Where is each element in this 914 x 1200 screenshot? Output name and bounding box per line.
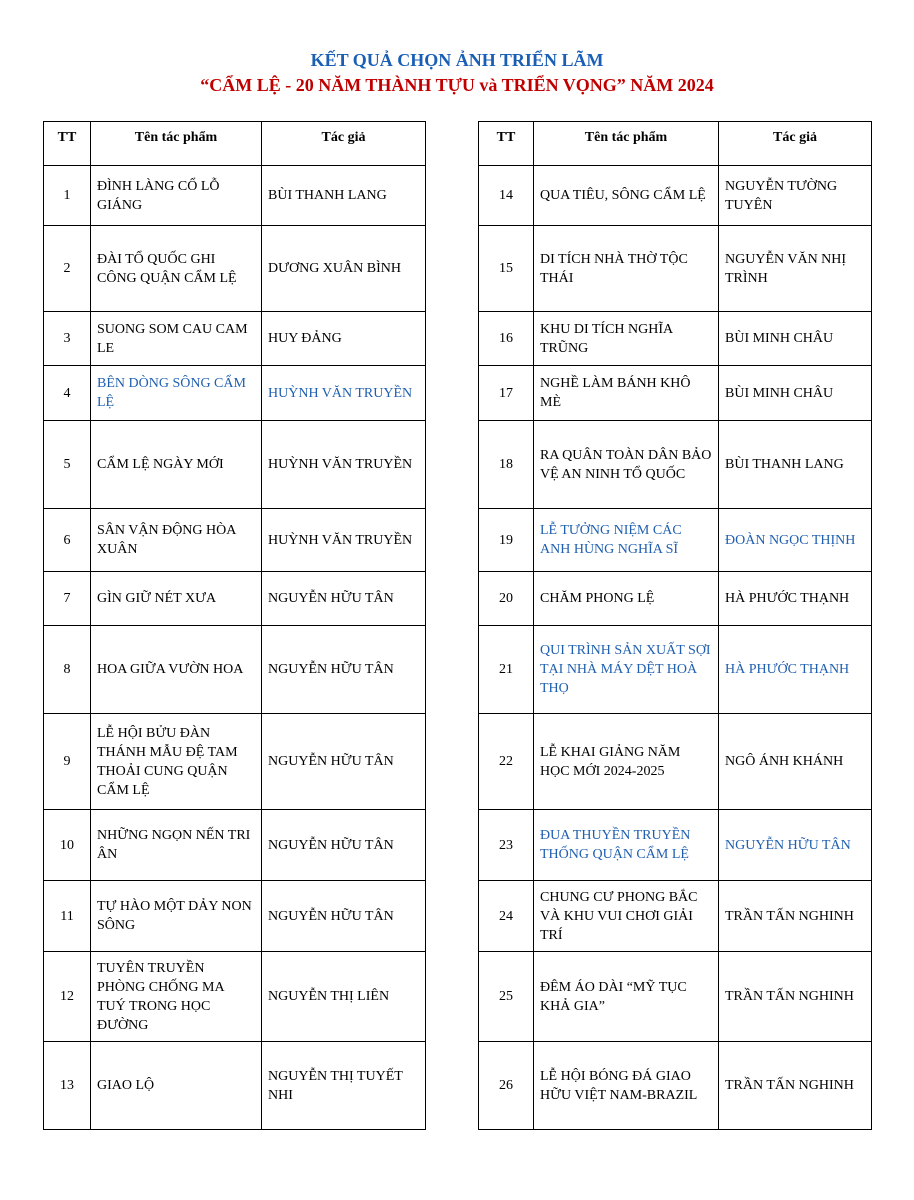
table-row xyxy=(44,1042,426,1130)
table-row xyxy=(44,714,426,810)
row-number: 25 xyxy=(479,952,534,1042)
row-number: 23 xyxy=(479,810,534,881)
table-row xyxy=(44,572,426,626)
author-name: HÀ PHƯỚC THẠNH xyxy=(719,626,872,714)
table-row xyxy=(44,366,426,421)
row-number: 22 xyxy=(479,714,534,810)
row-number: 7 xyxy=(44,572,91,626)
document-subtitle: “CẨM LỆ - 20 NĂM THÀNH TỰU và TRIỂN VỌNG” NĂM 2024 xyxy=(200,75,714,95)
row-number: 17 xyxy=(479,366,534,421)
author-name: NGUYỄN VĂN NHỊ TRÌNH xyxy=(719,226,872,312)
document-title: KẾT QUẢ CHỌN ẢNH TRIỂN LÃM xyxy=(310,50,604,70)
table-row xyxy=(479,810,872,881)
author-name: TRẦN TẤN NGHINH xyxy=(719,881,872,952)
artwork-title: NGHỀ LÀM BÁNH KHÔ MÈ xyxy=(534,366,719,421)
row-number: 6 xyxy=(44,509,91,572)
author-name: NGUYỄN TƯỜNG TUYÊN xyxy=(719,166,872,226)
table-row xyxy=(44,166,426,226)
table-row xyxy=(479,881,872,952)
row-number: 14 xyxy=(479,166,534,226)
author-name: TRẦN TẤN NGHINH xyxy=(719,952,872,1042)
author-name: HUỲNH VĂN TRUYỀN xyxy=(262,421,426,509)
artwork-title: GÌN GIỮ NÉT XƯA xyxy=(91,572,262,626)
artwork-title: GIAO LỘ xyxy=(91,1042,262,1130)
header-tt: TT xyxy=(479,122,534,166)
table-row xyxy=(44,881,426,952)
artwork-title: LỄ KHAI GIẢNG NĂM HỌC MỚI 2024-2025 xyxy=(534,714,719,810)
header-author: Tác giả xyxy=(719,122,872,166)
author-name: NGUYỄN HỮU TÂN xyxy=(719,810,872,881)
author-name: HUỲNH VĂN TRUYỀN xyxy=(262,366,426,421)
results-table-right xyxy=(478,121,872,1130)
author-name: HUY ĐẢNG xyxy=(262,312,426,366)
row-number: 4 xyxy=(44,366,91,421)
artwork-title: ĐUA THUYỀN TRUYỀN THỐNG QUẬN CẨM LỆ xyxy=(534,810,719,881)
table-row xyxy=(44,626,426,714)
table-row xyxy=(44,810,426,881)
row-number: 21 xyxy=(479,626,534,714)
table-row xyxy=(479,572,872,626)
author-name: NGUYỄN HỮU TÂN xyxy=(262,810,426,881)
row-number: 12 xyxy=(44,952,91,1042)
author-name: NGUYỄN HỮU TÂN xyxy=(262,572,426,626)
table-header-row xyxy=(479,122,872,166)
table-row xyxy=(479,366,872,421)
artwork-title: QUI TRÌNH SẢN XUẤT SỢI TẠI NHÀ MÁY DỆT HOÀ THỌ xyxy=(534,626,719,714)
row-number: 3 xyxy=(44,312,91,366)
artwork-title: CHUNG CƯ PHONG BẮC VÀ KHU VUI CHƠI GIẢI TRÍ xyxy=(534,881,719,952)
row-number: 9 xyxy=(44,714,91,810)
results-table-left xyxy=(43,121,426,1130)
artwork-title: HOA GIỮA VƯỜN HOA xyxy=(91,626,262,714)
artwork-title: QUA TIÊU, SÔNG CẨM LỆ xyxy=(534,166,719,226)
artwork-title: ĐÀI TỔ QUỐC GHI CÔNG QUẬN CẨM LỆ xyxy=(91,226,262,312)
author-name: DƯƠNG XUÂN BÌNH xyxy=(262,226,426,312)
author-name: BÙI MINH CHÂU xyxy=(719,312,872,366)
header-name: Tên tác phẩm xyxy=(91,122,262,166)
author-name: HUỲNH VĂN TRUYỀN xyxy=(262,509,426,572)
artwork-title: RA QUÂN TOÀN DÂN BẢO VỆ AN NINH TỔ QUỐC xyxy=(534,421,719,509)
table-row xyxy=(44,312,426,366)
row-number: 8 xyxy=(44,626,91,714)
row-number: 26 xyxy=(479,1042,534,1130)
artwork-title: LỄ TƯỞNG NIỆM CÁC ANH HÙNG NGHĨA SĨ xyxy=(534,509,719,572)
author-name: NGUYỄN HỮU TÂN xyxy=(262,881,426,952)
table-row xyxy=(44,952,426,1042)
row-number: 5 xyxy=(44,421,91,509)
author-name: ĐOÀN NGỌC THỊNH xyxy=(719,509,872,572)
header-tt: TT xyxy=(44,122,91,166)
header-author: Tác giả xyxy=(262,122,426,166)
artwork-title: ĐÌNH LÀNG CỔ LỖ GIÁNG xyxy=(91,166,262,226)
artwork-title: LỄ HỘI BÓNG ĐÁ GIAO HỮU VIỆT NAM-BRAZIL xyxy=(534,1042,719,1130)
table-row xyxy=(479,952,872,1042)
table-header-row xyxy=(44,122,426,166)
row-number: 2 xyxy=(44,226,91,312)
artwork-title: TUYÊN TRUYỀN PHÒNG CHỐNG MA TUÝ TRONG HỌC ĐƯỜNG xyxy=(91,952,262,1042)
author-name: BÙI THANH LANG xyxy=(262,166,426,226)
artwork-title: TỰ HÀO MỘT DẢY NON SÔNG xyxy=(91,881,262,952)
header-name: Tên tác phẩm xyxy=(534,122,719,166)
artwork-title: SUONG SOM CAU CAM LE xyxy=(91,312,262,366)
table-row xyxy=(479,714,872,810)
table-row xyxy=(479,626,872,714)
table-row xyxy=(479,226,872,312)
author-name: NGUYỄN THỊ LIÊN xyxy=(262,952,426,1042)
row-number: 1 xyxy=(44,166,91,226)
row-number: 24 xyxy=(479,881,534,952)
artwork-title: LỄ HỘI BỬU ĐÀN THÁNH MẪU ĐỆ TAM THOẢI CUNG QUẬN CẨM LỆ xyxy=(91,714,262,810)
table-row xyxy=(44,509,426,572)
artwork-title: CHĂM PHONG LỆ xyxy=(534,572,719,626)
table-row xyxy=(479,312,872,366)
row-number: 18 xyxy=(479,421,534,509)
author-name: TRẦN TẤN NGHINH xyxy=(719,1042,872,1130)
row-number: 20 xyxy=(479,572,534,626)
table-row xyxy=(479,166,872,226)
author-name: BÙI MINH CHÂU xyxy=(719,366,872,421)
table-row xyxy=(479,509,872,572)
artwork-title: ĐÊM ÁO DÀI “MỸ TỤC KHẢ GIA” xyxy=(534,952,719,1042)
author-name: NGUYỄN THỊ TUYẾT NHI xyxy=(262,1042,426,1130)
row-number: 10 xyxy=(44,810,91,881)
artwork-title: BÊN DÒNG SÔNG CẨM LỆ xyxy=(91,366,262,421)
author-name: HÀ PHƯỚC THẠNH xyxy=(719,572,872,626)
table-row xyxy=(479,1042,872,1130)
artwork-title: CẨM LỆ NGÀY MỚI xyxy=(91,421,262,509)
author-name: NGUYỄN HỮU TÂN xyxy=(262,626,426,714)
table-row xyxy=(44,421,426,509)
author-name: NGÔ ÁNH KHÁNH xyxy=(719,714,872,810)
artwork-title: DI TÍCH NHÀ THỜ TỘC THÁI xyxy=(534,226,719,312)
artwork-title: NHỮNG NGỌN NẾN TRI ÂN xyxy=(91,810,262,881)
row-number: 11 xyxy=(44,881,91,952)
artwork-title: KHU DI TÍCH NGHĨA TRŨNG xyxy=(534,312,719,366)
table-row xyxy=(44,226,426,312)
row-number: 13 xyxy=(44,1042,91,1130)
row-number: 16 xyxy=(479,312,534,366)
row-number: 15 xyxy=(479,226,534,312)
table-row xyxy=(479,421,872,509)
author-name: NGUYỄN HỮU TÂN xyxy=(262,714,426,810)
author-name: BÙI THANH LANG xyxy=(719,421,872,509)
artwork-title: SÂN VẬN ĐỘNG HÒA XUÂN xyxy=(91,509,262,572)
row-number: 19 xyxy=(479,509,534,572)
